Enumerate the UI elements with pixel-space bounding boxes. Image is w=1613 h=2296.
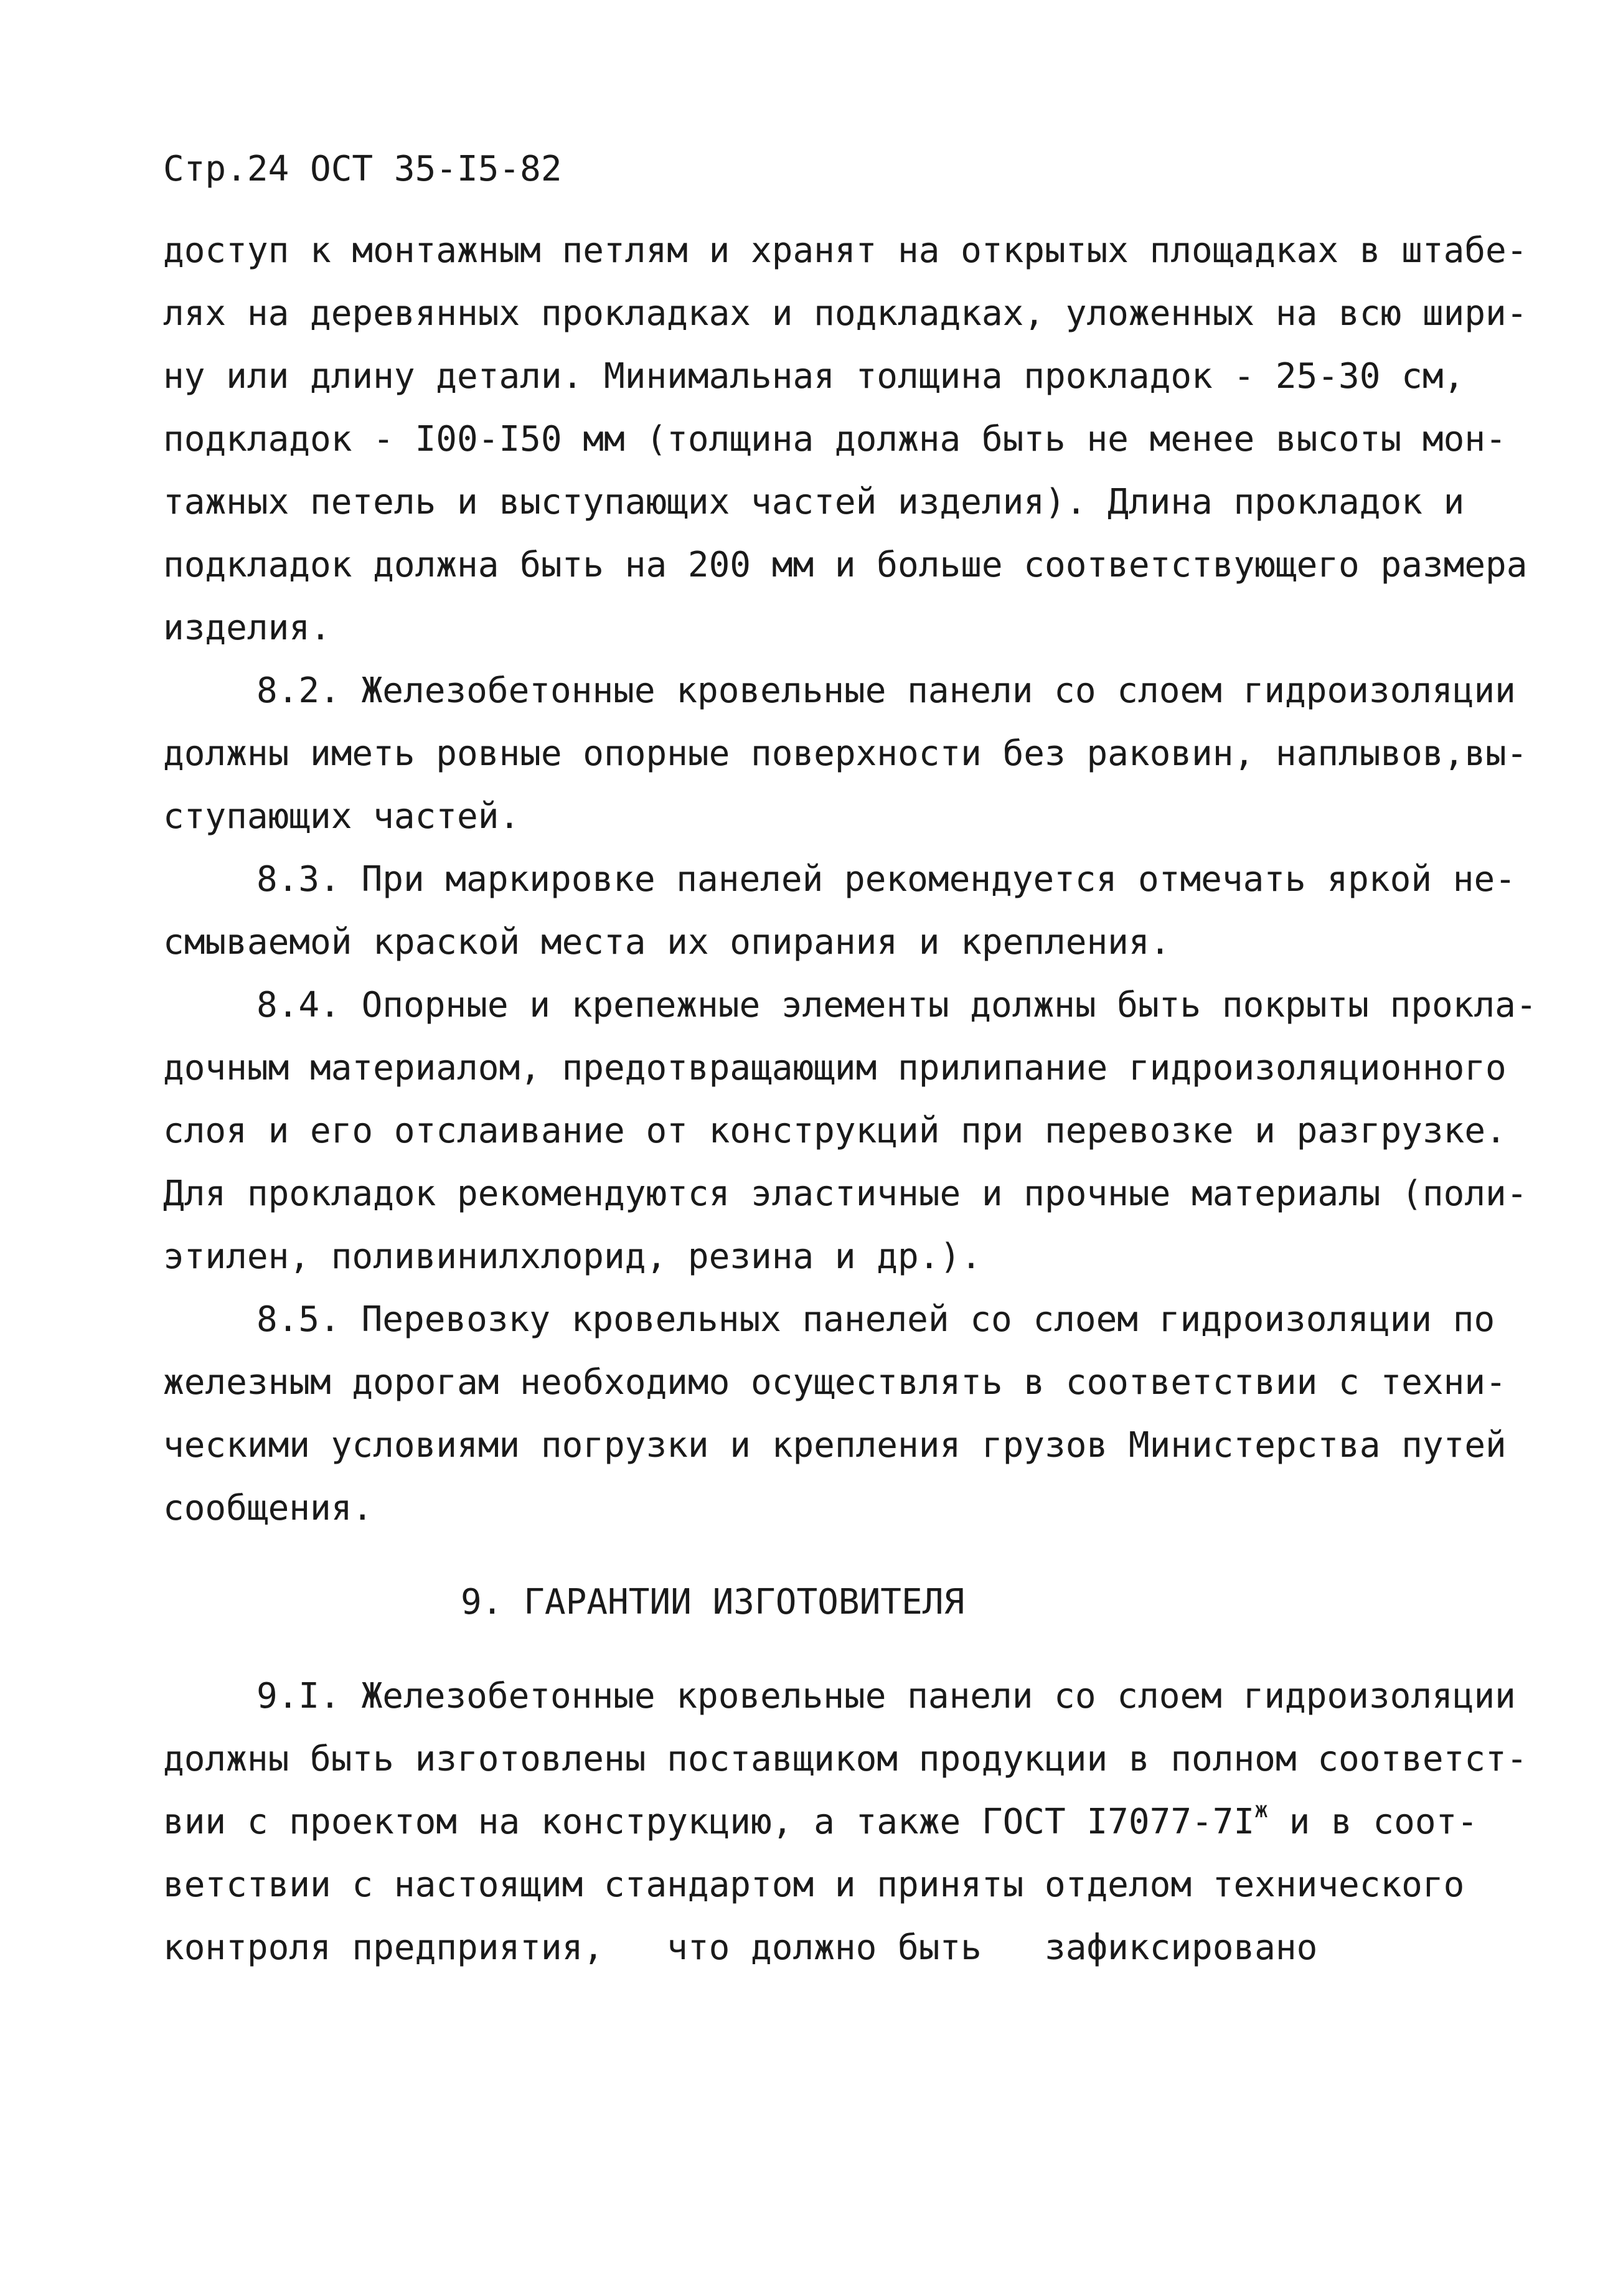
text-line: доступ к монтажным петлям и хранят на открытых площадках в штабе- [163,230,1528,271]
text-line: ветствии с настоящим стандартом и приняты отделом технического [163,1865,1465,1905]
text-line: ну или длину детали. Минимальная толщина прокладок - 25-30 см, [163,356,1465,397]
text-line: должны иметь ровные опорные поверхности без раковин, наплывов,вы- [163,733,1528,774]
document-body [163,219,1537,1979]
text-line: подкладок - I00-I50 мм (толщина должна быть не менее высоты мон- [163,419,1507,459]
text-line: контроля предприятия, что должно быть зафиксировано [163,1927,1318,1968]
text-line: железным дорогам необходимо осуществлять в соответствии с техни- [163,1362,1507,1403]
text-line: слоя и его отслаивание от конструкций при перевозке и разгрузке. [163,1111,1507,1151]
superscript-mark: ж [1254,1797,1268,1823]
text-line: подкладок должна быть на 200 мм и больше соответствующего размера [163,545,1528,585]
text-line: сообщения. [163,1488,374,1528]
paragraph-8-5-start: 8.5. Перевозку кровельных панелей со слоем гидроизоляции по [256,1299,1495,1340]
text-line: должны быть изготовлены поставщиком продукции в полном соответст- [163,1739,1528,1779]
text-fragment: и в соот- [1267,1802,1479,1842]
text-fragment: вии с проектом на конструкцию, а также ГОСТ I7077-7I [163,1802,1255,1842]
page-header: Стр.24 ОСТ 35-I5-82 [163,149,562,189]
text-line [163,1790,1479,1853]
text-line: смываемой краской места их опирания и крепления. [163,922,1171,962]
paragraph-8-2-start: 8.2. Железобетонные кровельные панели со слоем гидроизоляции [256,670,1516,711]
text-line: дочным материалом, предотвращающим прилипание гидроизоляционного [163,1048,1507,1088]
text-line: ческими условиями погрузки и крепления грузов Министерства путей [163,1425,1507,1466]
text-line: ступающих частей. [163,796,520,837]
paragraph-9-1-start: 9.I. Железобетонные кровельные панели со слоем гидроизоляции [256,1676,1516,1716]
text-line: Для прокладок рекомендуются эластичные и прочные материалы (поли- [163,1174,1528,1214]
text-line: тажных петель и выступающих частей изделия). Длина прокладок и [163,482,1465,522]
text-line: изделия. [163,608,331,648]
section-title: 9. ГАРАНТИИ ИЗГОТОВИТЕЛЯ [461,1582,965,1622]
text-line: этилен, поливинилхлорид, резина и др.). [163,1236,982,1277]
paragraph-8-4-start: 8.4. Опорные и крепежные элементы должны быть покрыты прокла- [256,985,1537,1025]
text-line: лях на деревянных прокладках и подкладках, уложенных на всю шири- [163,293,1528,334]
paragraph-8-3-start: 8.3. При маркировке панелей рекомендуется отмечать яркой не- [256,859,1516,900]
